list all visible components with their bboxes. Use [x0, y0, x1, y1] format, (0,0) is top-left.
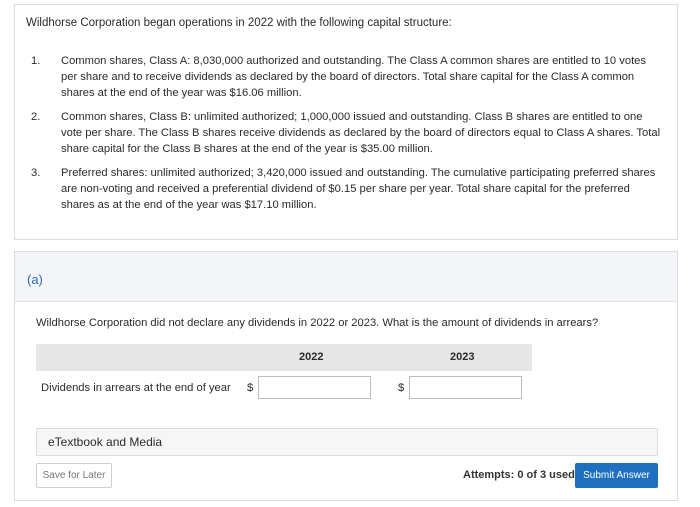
row-label-dividends-in-arrears: Dividends in arrears at the end of year [41, 382, 231, 394]
column-header-2023: 2023 [450, 351, 475, 363]
attempts-counter: Attempts: 0 of 3 used [463, 469, 575, 481]
save-for-later-button[interactable]: Save for Later [36, 463, 112, 488]
list-item-number: 1. [31, 55, 41, 67]
submit-answer-button[interactable]: Submit Answer [575, 463, 658, 488]
list-item-number: 3. [31, 167, 41, 179]
answer-input-2022[interactable] [258, 376, 371, 399]
question-part-card [14, 251, 678, 501]
problem-intro: Wildhorse Corporation began operations in 2022 with the following capital structure: [26, 17, 452, 29]
answer-table-header [36, 344, 532, 371]
part-header [15, 252, 677, 302]
currency-symbol: $ [247, 382, 254, 394]
answer-input-2023[interactable] [409, 376, 522, 399]
etextbook-media-button[interactable]: eTextbook and Media [36, 428, 658, 456]
list-item-number: 2. [31, 111, 41, 123]
currency-symbol: $ [398, 382, 405, 394]
problem-statement-card [14, 4, 678, 240]
question-text: Wildhorse Corporation did not declare any dividends in 2022 or 2023. What is the amount of dividends in arrears? [36, 317, 599, 329]
list-item-text: Common shares, Class B: unlimited authorized; 1,000,000 issued and outstanding. Class B shares are entitled to one vote per share. The Class B shares receive dividends as declared by the board of directors equal to Class A shares. Total share capital for the Class B shares at the end of the year is $35.00 million. [61, 111, 661, 155]
list-item-text: Common shares, Class A: 8,030,000 authorized and outstanding. The Class A common shares are entitled to 10 votes per share and to receive dividends as declared by the board of directors. Total share capital for the Class A common shares at the end of the year was $16.06 million. [61, 55, 646, 99]
list-item-text: Preferred shares: unlimited authorized; 3,420,000 issued and outstanding. The cumulative participating preferred shares are non-voting and received a preferential dividend of $0.15 per share per year. Total share capital for the preferred shares as at the end of the year was $17.10 million. [61, 167, 656, 211]
column-header-2022: 2022 [299, 351, 324, 363]
part-label: (a) [27, 272, 43, 287]
